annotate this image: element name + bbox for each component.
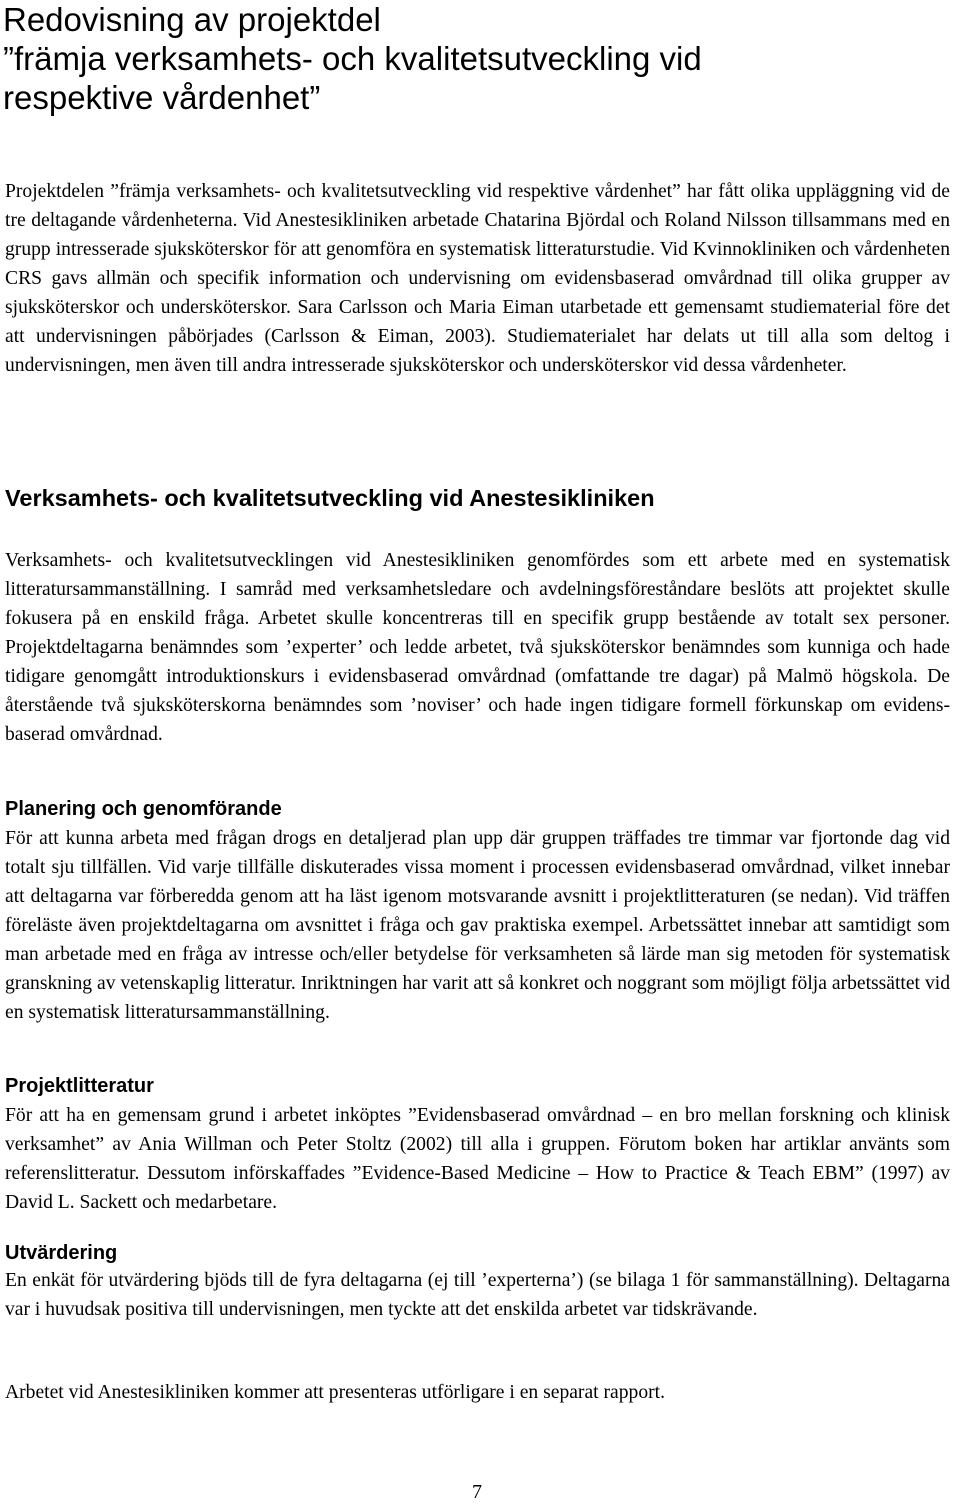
closing-paragraph: Arbetet vid Anestesikliniken kommer att presenteras utförligare i en separat rapport. [5, 1382, 665, 1403]
title-line-2: ”främja verksamhets- och kvalitetsutveckling vid [3, 40, 702, 77]
section-heading: Verksamhets- och kvalitetsutveckling vid Anestesikliniken [5, 485, 655, 511]
planning-paragraph: För att kunna arbeta med frågan drogs en detaljerad plan upp där gruppen träffades tre timmar var fjortonde dag vid totalt sju tillfällen. Vid varje tillfälle diskuterades vissa moment i processen evidensbaserad omvårdnad, vilket innebar att deltagarna var förberedda genom att ha läst igenom motsvarande avsnitt i projektlitteraturen (se nedan). Vid träffen föreläste även projektdeltagarna om avsnittet i fråga och gav praktiska exempel. Arbetssättet innebar att samtidigt som man arbetade med en fråga av intresse och/eller betydelse för verksamheten så lärde man sig metoden för systematisk granskning av vetenskaplig litteratur. Inriktningen har varit att så konkret och noggrant som möjligt följa arbetssättet vid en systematisk litteratursammanställning. [5, 828, 950, 1023]
document-title [3, 0, 943, 117]
literature-paragraph: För att ha en gemensam grund i arbetet inköptes ”Evidensbaserad omvårdnad – en bro mellan forskning och klinisk verksamhet” av Ania Willman och Peter Stoltz (2002) till alla i gruppen. Förutom boken har artiklar använts som referenslitteratur. Dessutom införskaffades ”Evidence-Based Medicine – How to Practice & Teach EBM” (1997) av David L. Sackett och medarbetare. [5, 1105, 950, 1213]
evaluation-paragraph: En enkät för utvärdering bjöds till de fyra deltagarna (ej till ’experterna’) (se bilaga 1 för sammanställning). Deltagarna var i huvudsak positiva till undervisningen, men tyckte att det enskilda arbetet var tidskrävande. [5, 1270, 950, 1320]
planning-heading: Planering och genomförande [5, 798, 282, 820]
page-number: 7 [472, 1481, 482, 1503]
title-line-1: Redovisning av projektdel [3, 1, 381, 38]
section-paragraph: Verksamhets- och kvalitetsutvecklingen vid Anestesikliniken genomfördes som ett arbete med en systematisk litteratursammanställning. I samråd med verksamhetsledare och avdelningsföreståndare beslöts att projektet skulle fokusera på en enskild fråga. Arbetet skulle koncentreras till en specifik grupp bestående av totalt sex personer. Projektdeltagarna benämndes som ’experter’ och ledde arbetet, två sjuksköterskor benämndes som kunniga och hade tidigare genomgått introduktionskurs i evidensbaserad omvårdnad (omfattande tre dagar) på Malmö högskola. De återstående två sjuksköterskorna benämndes som ’noviser’ och hade ingen tidigare formell förkunskap om evidensbaserad omvårdnad. [5, 550, 950, 745]
literature-heading: Projektlitteratur [5, 1075, 154, 1097]
intro-paragraph: Projektdelen ”främja verksamhets- och kvalitetsutveckling vid respektive vårdenhet” har fått olika uppläggning vid de tre deltagande vårdenheterna. Vid Anestesikliniken arbetade Chatarina Björdal och Roland Nilsson tillsammans med en grupp intresserade sjuksköterskor för att genomföra en systematisk litteraturstudie. Vid Kvinnokliniken och vårdenheten CRS gavs allmän och specifik information och undervisning om evidensbaserad omvårdnad till olika grupper av sjuksköterskor och undersköterskor. Sara Carlsson och Maria Eiman utarbetade ett gemensamt studiematerial före det att undervisningen påbörjades (Carlsson & Eiman, 2003). Studiematerialet har delats ut till alla som deltog i undervisningen, men även till andra intresserade sjuksköterskor och undersköterskor vid dessa vårdenheter. [5, 181, 950, 376]
title-line-3: respektive vårdenhet” [3, 79, 321, 116]
evaluation-heading: Utvärdering [5, 1242, 118, 1264]
